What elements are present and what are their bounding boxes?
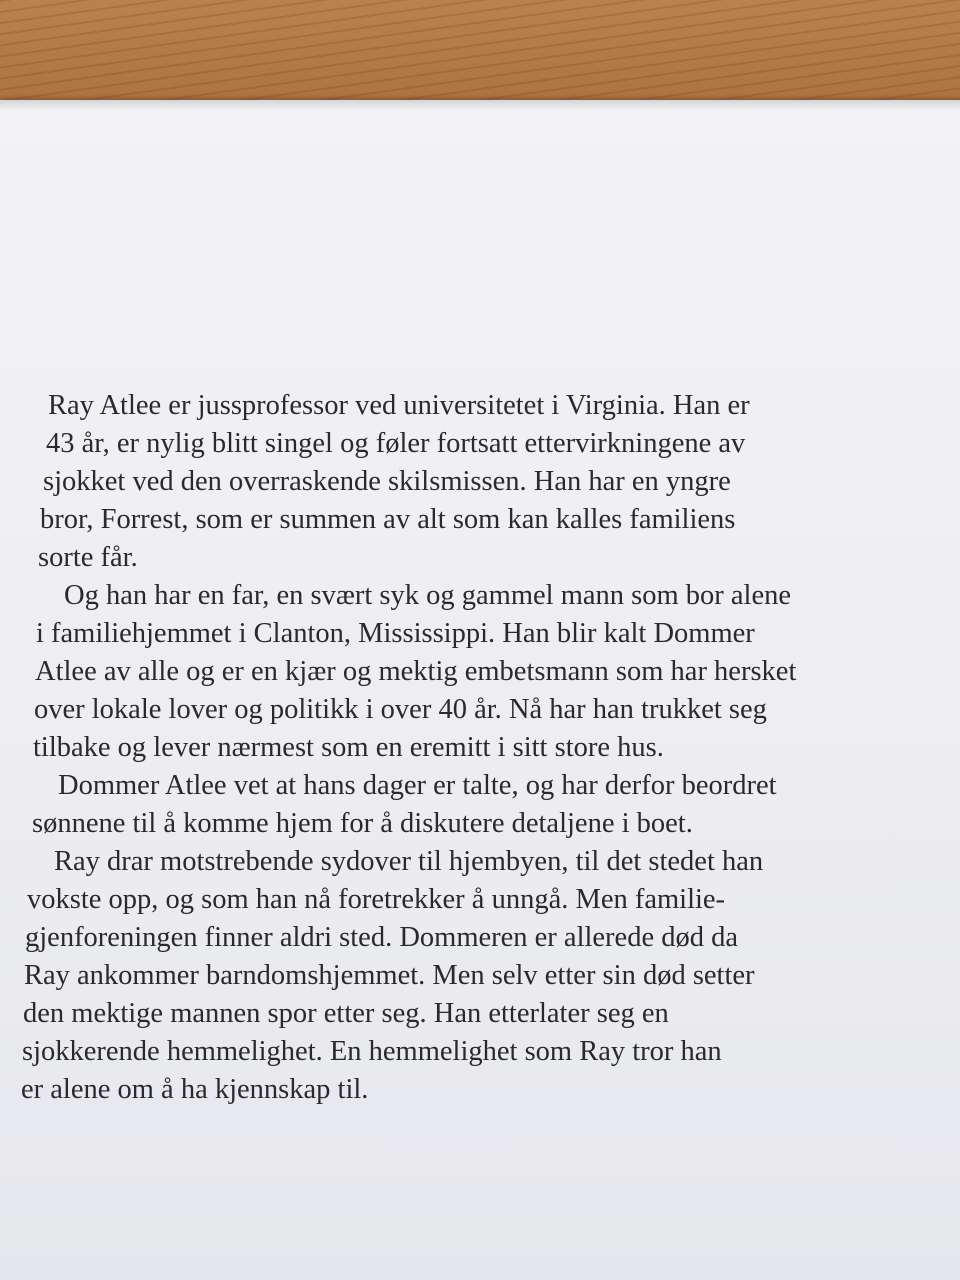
text-line: vokste opp, og som han nå foretrekker å unngå. Men familie- — [27, 884, 726, 915]
text-line: 43 år, er nylig blitt singel og føler fortsatt ettervirkningene av — [46, 428, 746, 459]
text-line: tilbake og lever nærmest som en eremitt i sitt store hus. — [33, 732, 664, 763]
text-line: bror, Forrest, som er summen av alt som kan kalles familiens — [40, 504, 736, 535]
text-line: Og han har en far, en svært syk og gammel mann som bor alene — [64, 580, 792, 611]
page-top-edge — [0, 100, 960, 110]
book-cover-page — [0, 100, 960, 1280]
text-line: er alene om å ha kjennskap til. — [21, 1074, 369, 1105]
text-line: den mektige mannen spor etter seg. Han etterlater seg en — [23, 998, 669, 1029]
text-line: gjenforeningen finner aldri sted. Dommeren er allerede død da — [25, 922, 739, 953]
text-line: i familiehjemmet i Clanton, Mississippi. Han blir kalt Dommer — [36, 618, 755, 649]
text-line: sorte får. — [38, 542, 138, 573]
text-line: sønnene til å komme hjem for å diskutere detaljene i boet. — [32, 808, 693, 839]
text-line: sjokkerende hemmelighet. En hemmelighet som Ray tror han — [22, 1036, 722, 1067]
text-line: Dommer Atlee vet at hans dager er talte, og har derfor beordret — [58, 770, 777, 801]
text-line: Ray drar motstrebende sydover til hjembyen, til det stedet han — [54, 846, 764, 877]
text-line: Atlee av alle og er en kjær og mektig embetsmann som har hersket — [35, 656, 797, 687]
text-line: sjokket ved den overraskende skilsmissen. Han har en yngre — [43, 466, 731, 497]
text-line: over lokale lover og politikk i over 40 år. Nå har han trukket seg — [34, 694, 767, 725]
text-line: Ray Atlee er jussprofessor ved universitetet i Virginia. Han er — [48, 390, 750, 421]
text-line: Ray ankommer barndomshjemmet. Men selv etter sin død setter — [24, 960, 755, 991]
